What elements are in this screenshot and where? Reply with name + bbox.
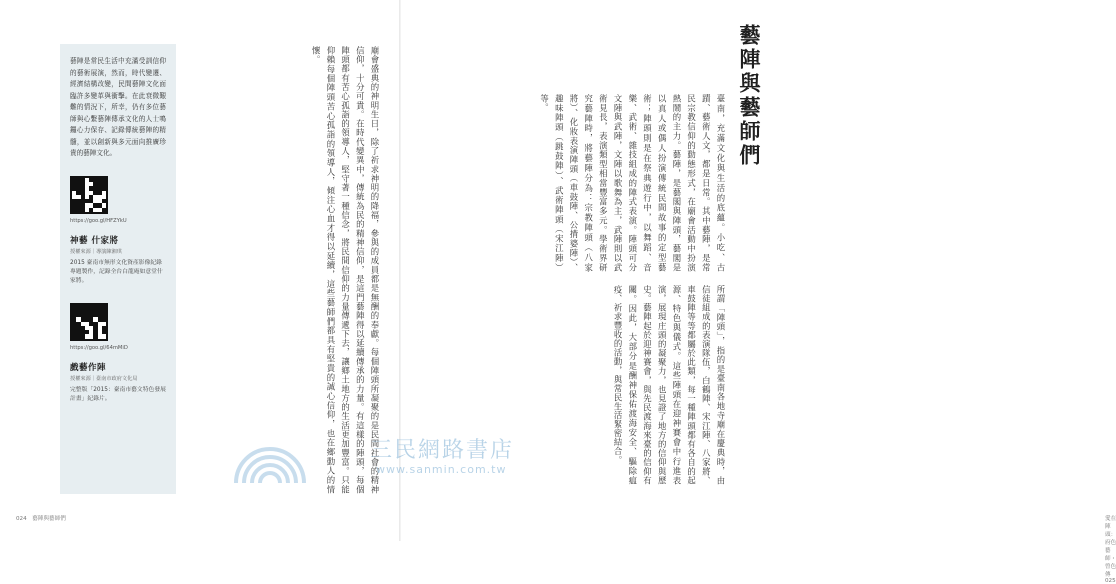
program-name: 戲藝作陣 [70,362,107,373]
watermark-name: 三民網路書店 [370,438,515,463]
program-source: 授權來源｜導演陳湘琪 [70,248,122,255]
qr-code-icon[interactable] [70,176,108,214]
program-source: 授權來源｜臺南市政府文化局 [70,375,138,382]
program-description: 完整版「2015：臺南市藝文特色發展計畫」紀錄片。 [70,386,166,402]
qr-code-icon[interactable] [70,303,108,341]
right-body-text-upper: 臺南，充滿文化與生活的底蘊。小吃、古蹟、藝術人文，都是日常。其中藝陣，是常民宗教信仰的動態形式，在廟會活動中扮演熱鬧的主力。藝陣，是藝閣與陣頭，藝閣是以真人或偶人扮演傳統民間故事的定型藝術；陣頭則是在祭典遊行中，以舞蹈、音樂、武術、雜技組成的陣式表演。陣頭可分文陣與武陣，文陣以歌舞為主，武陣則以武術見長，表演類型相當豐富多元。學術界研究藝陣時，將藝陣分為：宗教陣頭（八家將）、化妝表演陣頭（車鼓陣、公揹婆陣）、趣味陣頭（跳鼓陣）、武術陣頭（宋江陣）等。 [539,94,726,272]
left-page [0,0,400,541]
video-link-url[interactable]: https://goo.gl/64mMiD [70,344,128,351]
sidebar-intro: 藝陣是常民生活中充滿受訓信仰的藝術展演，然而，時代變遷、經濟結構改變，民間藝陣文化面臨許多變革與衝擊。在此衰微艱難的情況下，所幸，仍有多位藝師與心繫藝陣傳承文化的人士鳴鑼心力保存、記錄傳統藝陣的精髓，並以創新與多元面向推廣珍貴的藝陣文化。 [70,57,166,158]
chapter-title: 藝陣與藝師們 [737,24,762,168]
program-name: 神藝 什家將 [70,235,119,246]
watermark-url: www.sanmin.com.tw [376,463,507,476]
left-page-footer: 024 藝陣與藝師們 [16,516,66,522]
right-page-footer: 愛在陣頭：府色藝師・曾色傳 025 [1105,516,1116,584]
video-link-url[interactable]: https://goo.gl/HFZYkU [70,217,127,224]
right-body-text-lower: 所謂「陣頭」，指的是臺南各地寺廟在慶典時，由信徒組成的表演隊伍，白鶴陣、宋江陣、八家將、車鼓陣等等都屬於此類，每一種陣頭都有各自的起源、特色與儀式。這些陣頭在迎神賽會中行進表演，展現庄頭的凝聚力，也見證了地方的信仰與歷史。藝陣起於迎神賽會，與先民渡海來臺的信仰有關。因此，大部分是酬神保佑渡海安全、驅除瘟疫、祈求豐收的活動，與常民生活緊密結合。 [613,285,726,485]
program-description: 2015 臺南市無形文化資產影像紀錄專題製作，記錄全台白龍庵如意堂什家將。 [70,259,163,285]
left-body-text: 廟會盛典的神明生日，除了祈求神明的降福，參與的成員都是無酬的奉獻。每個陣頭所凝聚的是民間社會的精神信仰，十分可貴。在時代變異中，傳統為民的精神信仰，是這門藝陣得以延續傳承的力量。有這樣的陣頭，每個陣頭都有苦心孤詣的領導人，堅守著一種信念，將民間信仰的力量傳遞下去，讓鄉土地方的生活更加豐富。只能仰賴每個陣頭苦心孤詣的領導人，傾注心血才得以延續，這些藝師們都具有堅貴的誠心信仰，也在鄉動人的情懷。 [311,46,380,494]
sidebar-panel [60,44,176,494]
